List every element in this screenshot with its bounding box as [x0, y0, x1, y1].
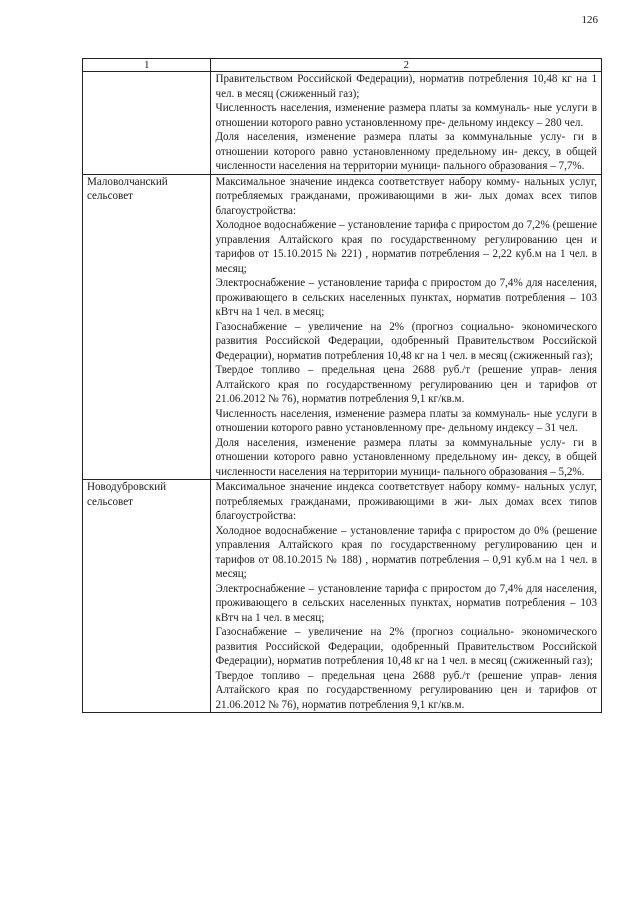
- paragraph: Газоснабжение – увеличение на 2% (прогноз социально- экономического развития Российской Федерации, одобренный Правительством Российской Федерации), норматив потребления 10,48 кг на 1 чел. в месяц (сжиженный газ);: [215, 320, 597, 362]
- paragraph: Численность населения, изменение размера платы за коммуналь- ные услуги в отношении которого равно установленному пре- дельному индексу – 31 чел.: [215, 407, 597, 434]
- paragraph: Доля населения, изменение размера платы за коммунальные услу- ги в отношении которого равно установленному предельному ин- дексу, в общей численности населения на территории муници- пального образования – 5,2%.: [215, 436, 597, 478]
- column-header-2: 2: [211, 59, 602, 72]
- column-header-1: 1: [83, 59, 211, 72]
- table-row: [83, 480, 602, 713]
- paragraph: Холодное водоснабжение – установление тарифа с приростом до 0% (решение управления Алтайского края по государственному регулированию цен и тарифов от 08.10.2015 № 188) , норматив потребления – 0,91 куб.м на 1 чел. в месяц;: [215, 524, 597, 580]
- description-cell: [211, 72, 602, 175]
- table-header-row: [83, 59, 602, 72]
- paragraph: Максимальное значение индекса соответствует набору комму- нальных услуг, потребляемых гражданами, проживающими в жи- лых домах всех типов благоустройства:: [215, 175, 597, 217]
- description-cell: [211, 480, 602, 713]
- description-cell: [211, 174, 602, 480]
- table-row: [83, 72, 602, 175]
- paragraph: Твердое топливо – предельная цена 2688 руб./т (решение управ- ления Алтайского края по государственному регулированию цен и тарифов от 21.06.2012 № 76), норматив потребления 9,1 кг/кв.м.: [215, 364, 597, 405]
- municipality-cell: Новодубровский сельсовет: [83, 480, 211, 713]
- paragraph: Электроснабжение – установление тарифа с приростом до 7,4% для населения, проживающего в сельских населенных пунктах, норматив потребления – 103 кВтч на 1 чел. в месяц;: [215, 582, 597, 624]
- paragraph: Электроснабжение – установление тарифа с приростом до 7,4% для населения, проживающего в сельских населенных пунктах, норматив потребления – 103 кВтч на 1 чел. в месяц;: [215, 277, 597, 318]
- paragraph: Твердое топливо – предельная цена 2688 руб./т (решение управ- ления Алтайского края по государственному регулированию цен и тарифов от 21.06.2012 № 76), норматив потребления 9,1 кг/кв.м.: [215, 669, 597, 711]
- paragraph: Газоснабжение – увеличение на 2% (прогноз социально- экономического развития Российской Федерации, одобренный Правительством Российской Федерации), норматив потребления 10,48 кг на 1 чел. в месяц (сжиженный газ);: [215, 626, 597, 667]
- table-row: [83, 174, 602, 480]
- paragraph: Холодное водоснабжение – установление тарифа с приростом до 7,2% (решение управления Алтайского края по государственному регулированию цен и тарифов от 15.10.2015 № 221) , норматив потребления – 2,22 куб.м на 1 чел. в месяц;: [215, 219, 597, 275]
- page-number: 126: [581, 14, 598, 26]
- municipality-cell: [83, 72, 211, 175]
- paragraph: Доля населения, изменение размера платы за коммунальные услу- ги в отношении которого равно установленному предельному ин- дексу, в общей численности населения на территории муници- пального образования – 7,7%.: [215, 131, 597, 172]
- document-table: [82, 58, 602, 713]
- paragraph: Правительством Российской Федерации), норматив потребления 10,48 кг на 1 чел. в месяц (сжиженный газ);: [215, 73, 597, 100]
- paragraph: Численность населения, изменение размера платы за коммуналь- ные услуги в отношении которого равно установленному пре- дельному индексу – 280 чел.: [215, 102, 597, 129]
- paragraph: Максимальное значение индекса соответствует набору комму- нальных услуг, потребляемых гражданами, проживающими в жи- лых домах всех типов благоустройства:: [215, 481, 597, 522]
- municipality-cell: Маловолчанский сельсовет: [83, 174, 211, 480]
